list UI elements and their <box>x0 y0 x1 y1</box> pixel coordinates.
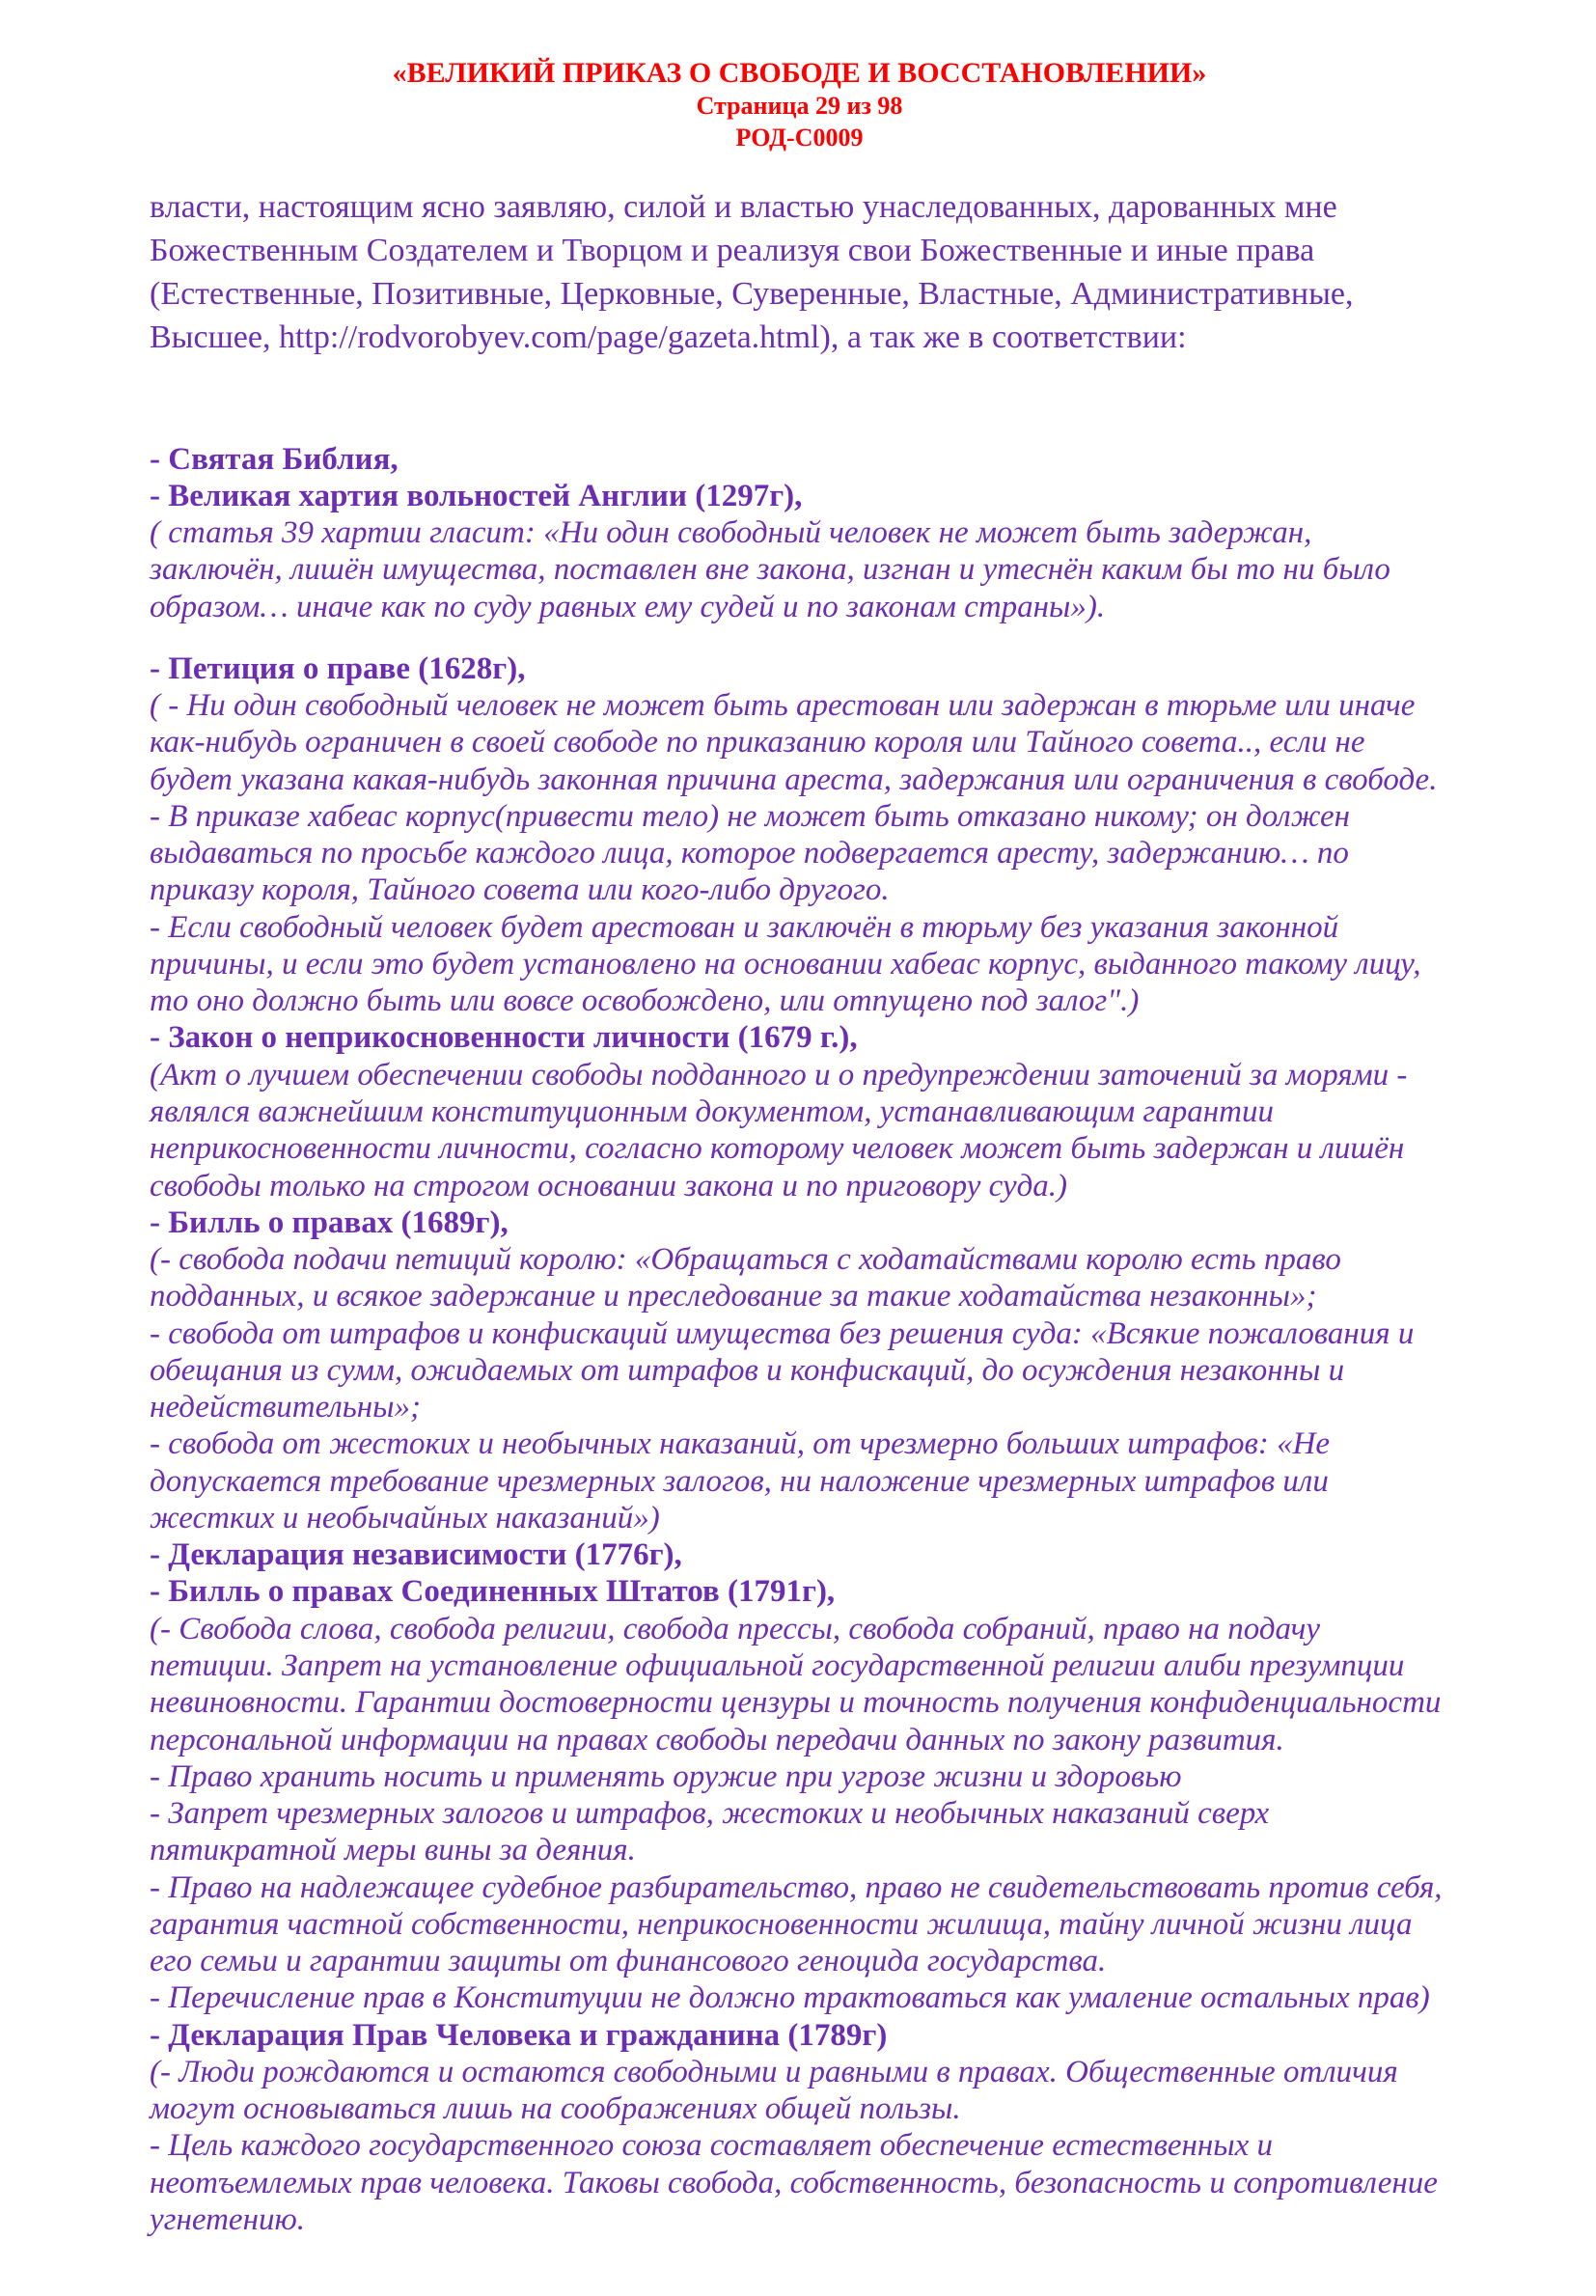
note-magna-carta: ( статья 39 хартии гласит: «Ни один свободный человек не может быть задержан, заключён, лишён имущества, поставлен вне закона, изгнан и утеснён каким бы то ни было образом… иначе как по суду равных ему судей и по законам страны»). <box>150 515 1390 624</box>
list-item-petition-of-right: - Петиция о праве (1628г), <box>150 650 526 686</box>
note-habeas-corpus: (Акт о лучшем обеспечении свободы подданного и о предупреждении заточений за морями - являлся важнейшим конституционным документом, устанавливающим гарантии неприкосновенности личности, согласно которому человек может быть задержан и лишён свободы только на строгом основании закона и по приговору суда.) <box>150 1057 1408 1203</box>
list-item-habeas-corpus-act: - Закон о неприкосновенности личности (1679 г.), <box>150 1020 858 1056</box>
note-declaration-1789-1: (- Люди рождаются и остаются свободными и равными в правах. Общественные отличия могут основываться лишь на соображениях общей пользы. <box>150 2054 1398 2127</box>
page-number: Страница 29 из 98 <box>696 92 903 120</box>
note-bill-1689-2: - свобода от штрафов и конфискаций имущества без решения суда: «Всякие пожалования и обещания из сумм, ожидаемых от штрафов и конфискаций, до осуждения незаконны и недействительны»; <box>150 1315 1415 1425</box>
list-item-us-bill-of-rights: - Билль о правах Соединенных Штатов (1791г), <box>150 1574 836 1610</box>
document-title: «ВЕЛИКИЙ ПРИКАЗ О СВОБОДЕ И ВОССТАНОВЛЕНИИ» <box>392 57 1207 89</box>
note-us-bill-4: - Право на надлежащее судебное разбирательство, право не свидетельствовать против себя, гарантия частной собственности, неприкосновенности жилища, тайну личной жизни лица его семьи и гарантии защиты от финансового геноцида государства. <box>150 1869 1443 1979</box>
document-header <box>150 56 1449 153</box>
note-us-bill-1: (- Свобода слова, свобода религии, свобода прессы, свобода собраний, право на подачу петиции. Запрет на установление официальной государственной религии алиби презумпции невиновности. Гарантии достоверности цензуры и точность получения конфиденциальности персональной информации на правах свободы передачи данных по закону развития. <box>150 1611 1442 1757</box>
note-petition-3: - Если свободный человек будет арестован и заключён в тюрьму без указания законной причины, и если это будет установлено на основании хабеас корпус, выданного такому лицу, то оно должно быть или вовсе освобождено, или отпущено под залог".) <box>150 909 1421 1019</box>
document-body <box>150 186 1449 2238</box>
intro-paragraph: власти, настоящим ясно заявляю, силой и властью унаследованных, дарованных мне Божественным Создателем и Творцом и реализуя свои Божественные и иные права (Естественные, Позитивные, Церковные, Суверенные, Властные, Административные, Высшее, http://rodvorobyev.com/page/gazeta.html), а так же в соответствии: <box>150 189 1354 355</box>
list-item-declaration-1789: - Декларация Прав Человека и гражданина (1789г) <box>150 2017 888 2053</box>
note-us-bill-2: - Право хранить носить и применять оружие при угрозе жизни и здоровью <box>150 1758 1182 1794</box>
doc-code: РОД-С0009 <box>735 123 864 152</box>
note-us-bill-3: - Запрет чрезмерных залогов и штрафов, жестоких и необычных наказаний сверх пятикратной меры вины за деяния. <box>150 1796 1270 1868</box>
list-item-magna-carta: - Великая хартия вольностей Англии (1297г), <box>150 478 803 513</box>
note-declaration-1789-2: - Цель каждого государственного союза составляет обеспечение естественных и неотъемлемых прав человека. Таковы свобода, собственность, безопасность и сопротивление угнетению. <box>150 2128 1438 2237</box>
note-petition-2: - В приказе хабеас корпус(привести тело) не может быть отказано никому; он должен выдаваться по просьбе каждого лица, которое подвергается аресту, задержанию… по приказу короля, Тайного совета или кого-либо другого. <box>150 798 1351 908</box>
list-item-bible: - Святая Библия, <box>150 441 399 477</box>
list-item-bill-of-rights-1689: - Билль о правах (1689г), <box>150 1204 509 1240</box>
note-petition-1: ( - Ни один свободный человек не может быть арестован или задержан в тюрьме или иначе как-нибудь ограничен в своей свободе по приказанию короля или Тайного совета.., если не будет указана какая-нибудь законная причина ареста, задержания или ограничения в свободе. <box>150 688 1438 797</box>
note-bill-1689-1: (- свобода подачи петиций королю: «Обращаться с ходатайствами королю есть право подданных, и всякое задержание и преследование за такие ходатайства незаконны»; <box>150 1242 1341 1314</box>
list-item-declaration-1776: - Декларация независимости (1776г), <box>150 1537 682 1573</box>
note-us-bill-5: - Перечисление прав в Конституции не должно трактоваться как умаление остальных прав) <box>150 1980 1430 2016</box>
note-bill-1689-3: - свобода от жестоких и необычных наказаний, от чрезмерно больших штрафов: «Не допускается требование чрезмерных залогов, ни наложение чрезмерных штрафов или жестких и необычайных наказаний») <box>150 1426 1331 1535</box>
